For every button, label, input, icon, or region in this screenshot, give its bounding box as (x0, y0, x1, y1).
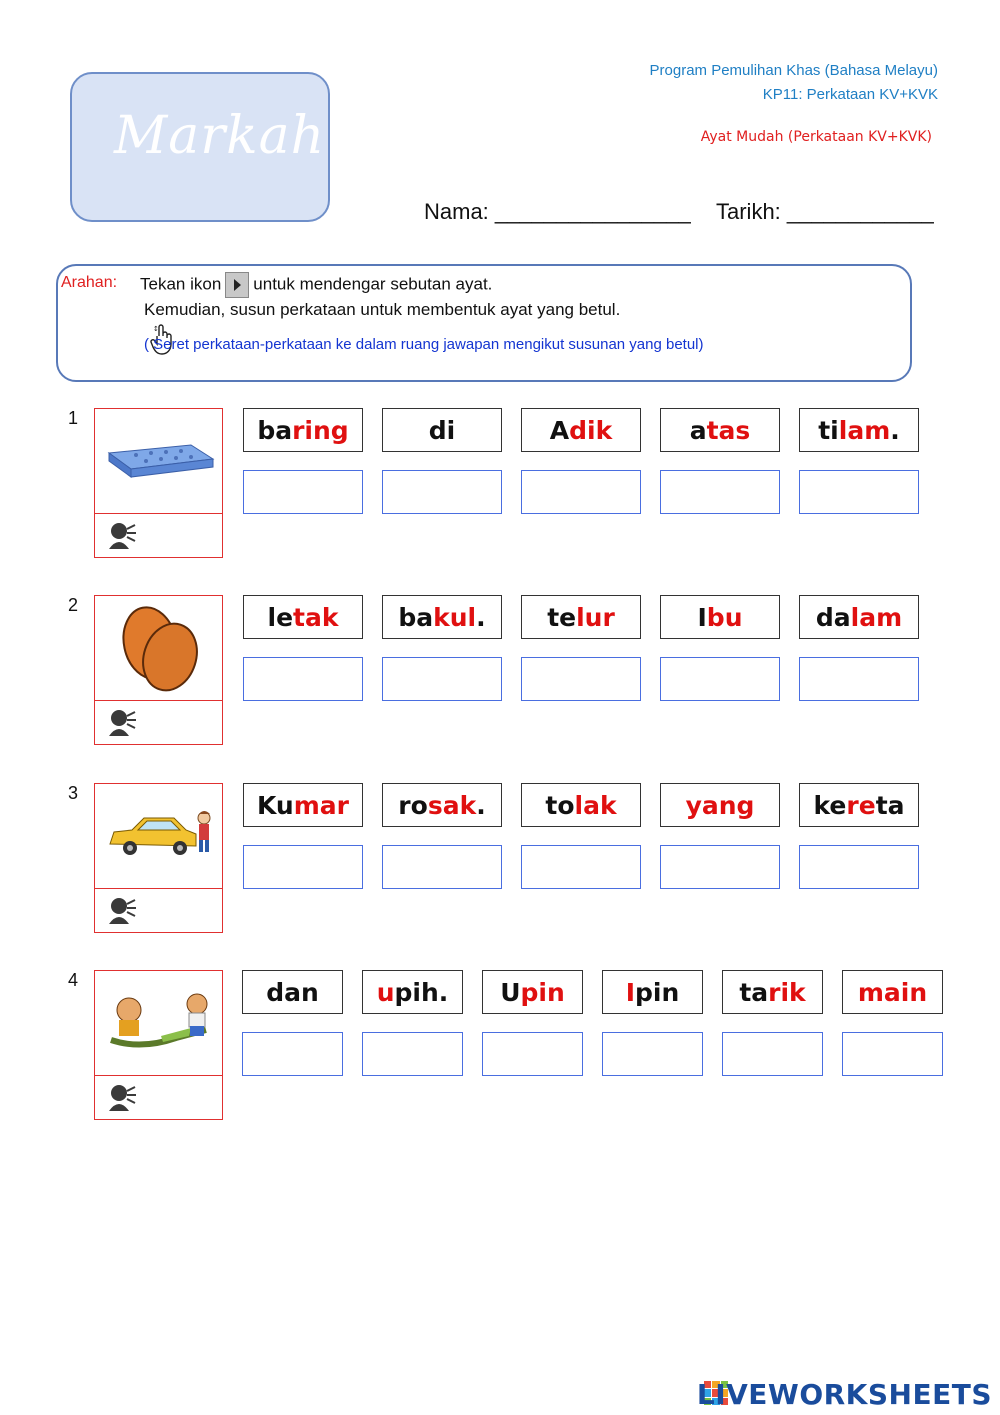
instructions-label: Arahan: (61, 274, 118, 291)
name-field-label: Nama: ________________ (424, 199, 691, 224)
word-syllable: U (500, 977, 521, 1007)
word-tile[interactable] (362, 970, 463, 1014)
word-syllable: ta (739, 977, 769, 1007)
word-tile[interactable] (799, 408, 919, 452)
answer-drop-slot[interactable] (602, 1032, 703, 1076)
word-syllable: dik (569, 415, 613, 445)
word-syllable: pin (635, 977, 680, 1007)
answer-drop-slot[interactable] (660, 845, 780, 889)
eggs-picture (95, 596, 222, 700)
speaker-audio-icon[interactable] (107, 1083, 139, 1113)
question-picture-box (94, 970, 223, 1120)
word-tile[interactable] (602, 970, 703, 1014)
word-syllable: re (846, 790, 876, 820)
word-tile[interactable] (243, 595, 363, 639)
word-tile[interactable] (382, 408, 502, 452)
word-syllable: ro (398, 790, 428, 820)
answer-drop-slot[interactable] (722, 1032, 823, 1076)
word-syllable: Ku (257, 790, 294, 820)
word-syllable: kul (433, 602, 477, 632)
score-label: Markah (114, 106, 326, 166)
word-syllable: ta (875, 790, 905, 820)
word-syllable: tak (293, 602, 339, 632)
word-tile[interactable] (242, 970, 343, 1014)
word-syllable: pih. (394, 977, 449, 1007)
word-syllable: di (428, 415, 456, 445)
word-syllable: ti (818, 415, 839, 445)
question-picture-box (94, 408, 223, 558)
word-syllable: yang (685, 790, 755, 820)
answer-drop-slot[interactable] (242, 1032, 343, 1076)
word-syllable: I (697, 602, 707, 632)
answer-drop-slot[interactable] (521, 657, 641, 701)
word-syllable: I (625, 977, 636, 1007)
answer-drop-slot[interactable] (382, 845, 502, 889)
answer-drop-slot[interactable] (660, 657, 780, 701)
answer-drop-slot[interactable] (243, 845, 363, 889)
speaker-audio-icon[interactable] (107, 896, 139, 926)
word-syllable: ke (813, 790, 847, 820)
word-syllable: bu (706, 602, 743, 632)
word-tile[interactable] (382, 595, 502, 639)
word-tile[interactable] (722, 970, 823, 1014)
word-syllable: pin (520, 977, 565, 1007)
mattress-picture (95, 409, 222, 513)
footer-brand: LIVEWORKSHEETS (696, 1378, 992, 1411)
answer-drop-slot[interactable] (243, 470, 363, 514)
car-picture (95, 784, 222, 888)
word-syllable: da (815, 602, 851, 632)
word-syllable: lur (576, 602, 615, 632)
word-tile[interactable] (660, 783, 780, 827)
answer-drop-slot[interactable] (482, 1032, 583, 1076)
answer-drop-slot[interactable] (799, 470, 919, 514)
score-box (70, 72, 330, 222)
answer-drop-slot[interactable] (362, 1032, 463, 1076)
word-syllable: a (689, 415, 707, 445)
instruction-line-2: Kemudian, susun perkataan untuk membentuk ayat yang betul. (144, 300, 621, 319)
answer-drop-slot[interactable] (842, 1032, 943, 1076)
word-syllable: ring (292, 415, 349, 445)
question-number: 4 (68, 970, 79, 990)
program-title: Program Pemulihan Khas (Bahasa Melayu) (649, 62, 938, 79)
word-syllable: tas (706, 415, 751, 445)
answer-drop-slot[interactable] (521, 845, 641, 889)
word-syllable: ba (257, 415, 293, 445)
svg-text:↕: ↕ (153, 325, 159, 333)
answer-drop-slot[interactable] (382, 657, 502, 701)
word-syllable: A (549, 415, 570, 445)
worksheet-subtitle: Ayat Mudah (Perkataan KV+KVK) (700, 129, 932, 145)
word-syllable: u (376, 977, 395, 1007)
word-syllable: le (267, 602, 294, 632)
word-tile[interactable] (382, 783, 502, 827)
word-syllable: to (545, 790, 575, 820)
play-icon (225, 272, 249, 298)
word-syllable: main (857, 977, 928, 1007)
word-tile[interactable] (660, 595, 780, 639)
word-tile[interactable] (842, 970, 943, 1014)
instruction-line-3: ( Seret perkataan-perkataan ke dalam ruang jawapan mengikut susunan yang betul) (144, 336, 704, 353)
word-syllable: . (476, 790, 486, 820)
word-tile[interactable] (521, 783, 641, 827)
word-syllable: mar (293, 790, 349, 820)
speaker-audio-icon[interactable] (107, 521, 139, 551)
answer-drop-slot[interactable] (799, 657, 919, 701)
word-syllable: dan (266, 977, 319, 1007)
answer-drop-slot[interactable] (243, 657, 363, 701)
question-picture-box (94, 783, 223, 933)
answer-drop-slot[interactable] (799, 845, 919, 889)
answer-drop-slot[interactable] (382, 470, 502, 514)
word-syllable: . (476, 602, 486, 632)
word-syllable: lak (574, 790, 617, 820)
word-tile[interactable] (799, 783, 919, 827)
answer-drop-slot[interactable] (660, 470, 780, 514)
word-tile[interactable] (799, 595, 919, 639)
speaker-audio-icon[interactable] (107, 708, 139, 738)
word-syllable: ba (398, 602, 434, 632)
word-tile[interactable] (660, 408, 780, 452)
word-tile[interactable] (521, 595, 641, 639)
instruction-line-1b: untuk mendengar sebutan ayat. (253, 274, 493, 294)
instruction-line-1a: Tekan ikon (140, 274, 222, 294)
question-number: 3 (68, 783, 79, 803)
word-syllable: sak (427, 790, 477, 820)
question-picture-box (94, 595, 223, 745)
word-syllable: . (890, 415, 900, 445)
word-tile[interactable] (243, 408, 363, 452)
date-field-label: Tarikh: ____________ (716, 199, 934, 224)
word-syllable: lam (838, 415, 891, 445)
question-number: 2 (68, 595, 79, 615)
word-syllable: lam (850, 602, 903, 632)
instruction-line-1 (140, 272, 492, 298)
word-tile[interactable] (482, 970, 583, 1014)
word-syllable: te (547, 602, 577, 632)
question-number: 1 (68, 408, 79, 428)
answer-drop-slot[interactable] (521, 470, 641, 514)
upin-ipin-picture (95, 971, 222, 1075)
word-syllable: rik (768, 977, 806, 1007)
word-tile[interactable] (243, 783, 363, 827)
word-tile[interactable] (521, 408, 641, 452)
program-subtitle: KP11: Perkataan KV+KVK (762, 86, 938, 103)
